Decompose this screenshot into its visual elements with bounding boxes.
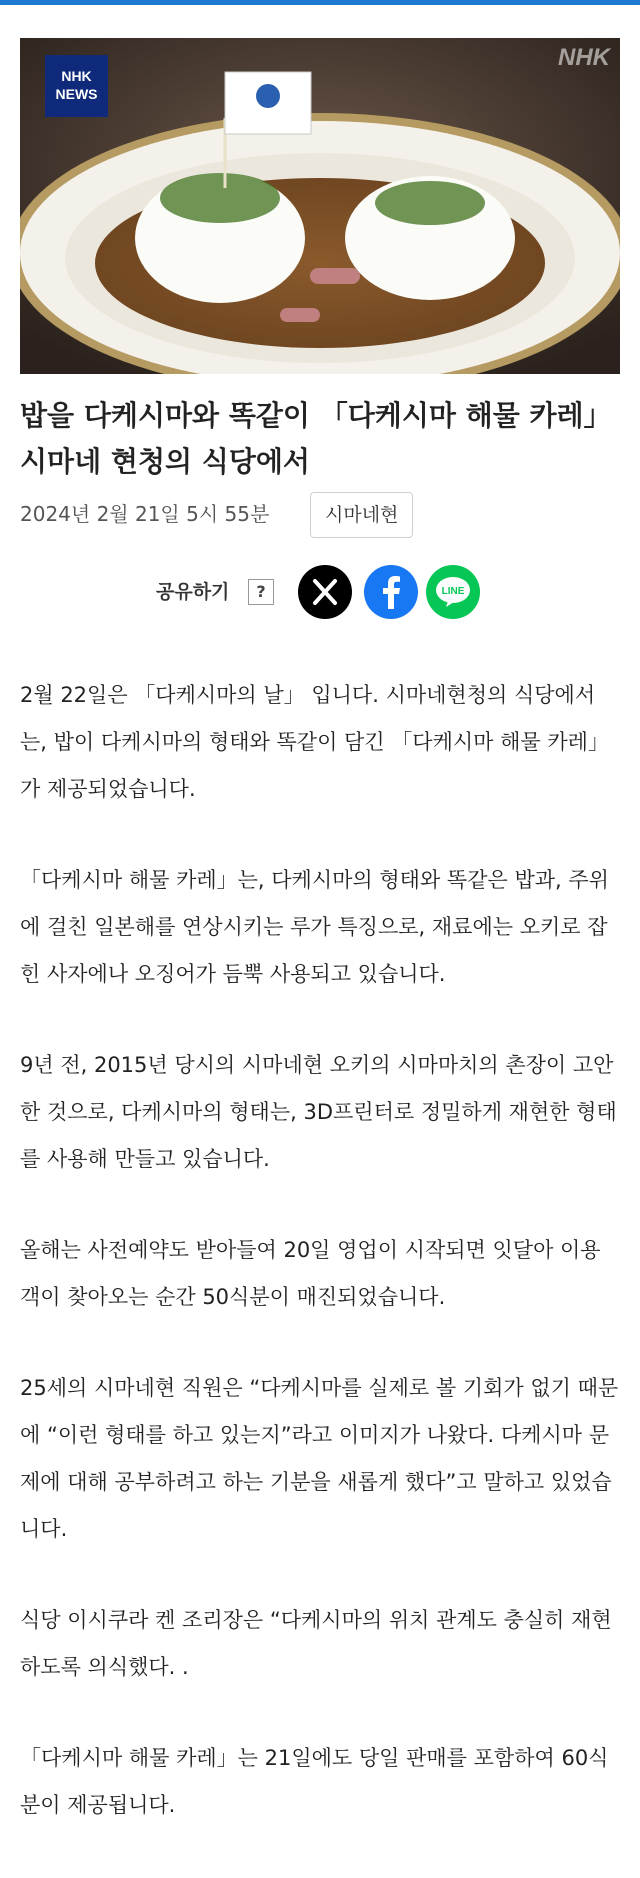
share-help-button[interactable]: ?: [248, 579, 274, 605]
article-paragraph: 「다케시마 해물 카레」는, 다케시마의 형태와 똑같은 밥과, 주위에 걸친 일본해를 연상시키는 루가 특징으로, 재료에는 오키로 잡힌 사자에나 오징어가 듬뿍 사용되고 있습니다.: [20, 868, 609, 986]
top-accent-bar: [0, 0, 640, 5]
publish-date: 2024년 2월 21일 5시 55분: [20, 502, 270, 526]
article-hero-image: [20, 38, 620, 374]
logo-line-news: NEWS: [55, 86, 98, 102]
article-paragraph: 2월 22일은 「다케시마의 날」 입니다. 시마네현청의 식당에서는, 밥이 다케시마의 형태와 똑같이 담긴 「다케시마 해물 카레」 가 제공되었습니다.: [20, 683, 609, 801]
region-tag-button[interactable]: 시마네현: [310, 492, 413, 538]
share-facebook-button[interactable]: [364, 565, 418, 619]
x-icon: [298, 565, 352, 619]
nhk-news-logo: [45, 55, 108, 117]
article-paragraph: 올해는 사전예약도 받아들여 20일 영업이 시작되면 잇달아 이용객이 찾아오는 순간 50식분이 매진되었습니다.: [20, 1238, 601, 1309]
line-icon: [426, 565, 480, 619]
article-body: [20, 672, 620, 1873]
article-paragraph: 「다케시마 해물 카레」는 21일에도 당일 판매를 포함하여 60식분이 제공됩니다.: [20, 1746, 609, 1817]
facebook-icon: [364, 565, 418, 619]
article-paragraph: 식당 이시쿠라 켄 조리장은 “다케시마의 위치 관계도 충실히 재현하도록 의식했다. .: [20, 1608, 612, 1679]
line-icon-label: LINE: [441, 586, 465, 597]
share-line-button[interactable]: [426, 565, 480, 619]
share-x-button[interactable]: [298, 565, 352, 619]
nhk-watermark: NHK: [558, 44, 610, 71]
share-label: 공유하기: [156, 581, 230, 603]
share-bar: [0, 565, 640, 619]
article-paragraph: 25세의 시마네현 직원은 “다케시마를 실제로 볼 기회가 없기 때문에 “이런 형태를 하고 있는지”라고 이미지가 나왔다. 다케시마 문제에 대해 공부하려고 하는 기분을 새롭게 했다”고 말하고 있었습니다.: [20, 1376, 619, 1541]
logo-line-nhk: NHK: [61, 68, 92, 84]
article-headline: 밥을 다케시마와 똑같이 「다케시마 해물 카레」 시마네 현청의 식당에서: [20, 399, 612, 478]
article-meta: [20, 492, 620, 540]
article-paragraph: 9년 전, 2015년 당시의 시마네현 오키의 시마마치의 촌장이 고안한 것으로, 다케시마의 형태는, 3D프린터로 정밀하게 재현한 형태를 사용해 만들고 있습니다.: [20, 1053, 617, 1171]
curry-plate-photo: [20, 38, 620, 374]
